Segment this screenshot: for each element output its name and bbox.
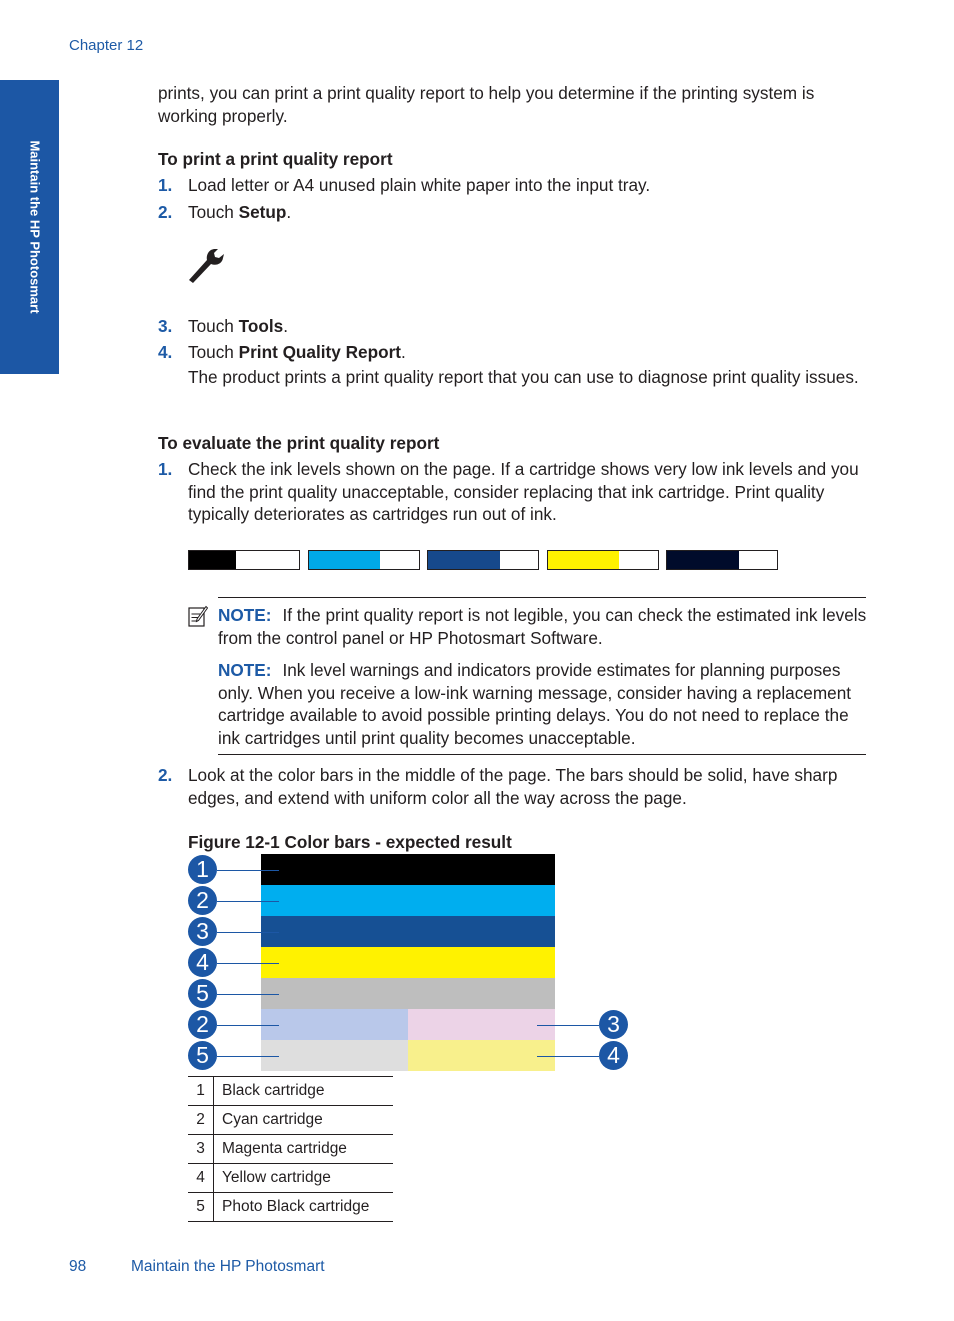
note-divider-bottom: [218, 754, 866, 755]
table-row: [188, 1106, 393, 1135]
step-text: Touch Tools.: [188, 316, 288, 336]
section-heading-print-report: To print a print quality report: [158, 149, 393, 169]
legend-key: 1: [188, 1077, 214, 1106]
legend-label: Black cartridge: [214, 1077, 394, 1106]
step-number: 3.: [158, 316, 173, 336]
footer-title: Maintain the HP Photosmart: [131, 1258, 325, 1275]
legend-key: 4: [188, 1164, 214, 1193]
figure-caption: Figure 12-1 Color bars - expected result: [188, 832, 512, 852]
callout-number: 3: [599, 1010, 628, 1039]
note-2: NOTE: Ink level warnings and indicators provide estimates for planning purposes only. When you receive a low-ink warning message, consider having a replacement cartridge available to avoid possible printing delays. You do not need to replace the ink cartridges until print quality becomes unacceptable.: [218, 660, 852, 748]
callout-number: 4: [188, 948, 217, 977]
ink-level-gauge: [427, 550, 539, 570]
legend-label: Magenta cartridge: [214, 1135, 394, 1164]
step-text: Touch Setup.: [188, 202, 292, 222]
side-tab: [0, 80, 59, 374]
color-bar: [261, 947, 555, 978]
step-number: 1.: [158, 459, 173, 479]
callout-leader-line: [217, 870, 279, 871]
note-1: NOTE: If the print quality report is not legible, you can check the estimated ink levels from the control panel or HP Photosmart Software.: [218, 605, 867, 648]
color-bar: [261, 978, 555, 1009]
callout-number: 3: [188, 917, 217, 946]
note-icon: [188, 605, 208, 627]
legend-label: Yellow cartridge: [214, 1164, 394, 1193]
ink-level-fill: [309, 551, 381, 569]
chapter-label: Chapter 12: [69, 37, 144, 54]
legend-label: Photo Black cartridge: [214, 1193, 394, 1222]
ink-level-fill: [548, 551, 620, 569]
side-tab-label: Maintain the HP Photosmart: [27, 140, 43, 314]
step-number: 2.: [158, 202, 173, 222]
callout-number: 4: [599, 1041, 628, 1070]
table-row: [188, 1164, 393, 1193]
note-divider-top: [218, 597, 866, 598]
page-number: 98: [69, 1258, 87, 1275]
color-bar-half: [408, 1009, 555, 1040]
step-number: 4.: [158, 342, 173, 362]
ink-level-fill: [189, 551, 236, 569]
color-bar-half: [408, 1040, 555, 1071]
wrench-icon: [187, 246, 225, 284]
callout-leader-line: [537, 1025, 599, 1026]
color-bar-half: [261, 1009, 408, 1040]
callout-number: 1: [188, 855, 217, 884]
callout-leader-line: [217, 994, 279, 995]
ink-level-gauge: [547, 550, 659, 570]
table-row: [188, 1077, 393, 1106]
table-row: [188, 1135, 393, 1164]
table-row: [188, 1193, 393, 1222]
intro-paragraph: prints, you can print a print quality report to help you determine if the printing system is working properly.: [158, 83, 815, 126]
callout-number: 5: [188, 979, 217, 1008]
callout-number: 2: [188, 1010, 217, 1039]
legend-label: Cyan cartridge: [214, 1106, 394, 1135]
step-detail: The product prints a print quality report that you can use to diagnose print quality issues.: [188, 367, 859, 387]
ink-level-fill: [667, 551, 739, 569]
callout-leader-line: [217, 1025, 279, 1026]
ink-level-gauge: [666, 550, 778, 570]
color-bar: [261, 916, 555, 947]
color-bar: [261, 885, 555, 916]
ink-level-fill: [428, 551, 500, 569]
callout-leader-line: [217, 901, 279, 902]
section-heading-evaluate-report: To evaluate the print quality report: [158, 433, 440, 453]
legend-key: 3: [188, 1135, 214, 1164]
callout-leader-line: [217, 932, 279, 933]
color-bar-half: [261, 1040, 408, 1071]
step-number: 2.: [158, 765, 173, 785]
step-number: 1.: [158, 175, 173, 195]
ink-level-gauge: [308, 550, 420, 570]
callout-leader-line: [537, 1056, 599, 1057]
legend-key: 5: [188, 1193, 214, 1222]
color-bar: [261, 854, 555, 885]
step-text: Check the ink levels shown on the page. If a cartridge shows very low ink levels and you find the print quality unacceptable, consider replacing that ink cartridge. Print quality typically deteriorates as cartridges run out of ink.: [188, 459, 859, 524]
callout-leader-line: [217, 1056, 279, 1057]
step-text: Touch Print Quality Report.: [188, 342, 406, 362]
callout-leader-line: [217, 963, 279, 964]
ink-level-gauge: [188, 550, 300, 570]
cartridge-legend-table: [188, 1076, 393, 1222]
legend-key: 2: [188, 1106, 214, 1135]
step-text: Look at the color bars in the middle of the page. The bars should be solid, have sharp edges, and extend with uniform color all the way across the page.: [188, 765, 838, 808]
step-text: Load letter or A4 unused plain white paper into the input tray.: [188, 175, 651, 195]
callout-number: 5: [188, 1041, 217, 1070]
callout-number: 2: [188, 886, 217, 915]
